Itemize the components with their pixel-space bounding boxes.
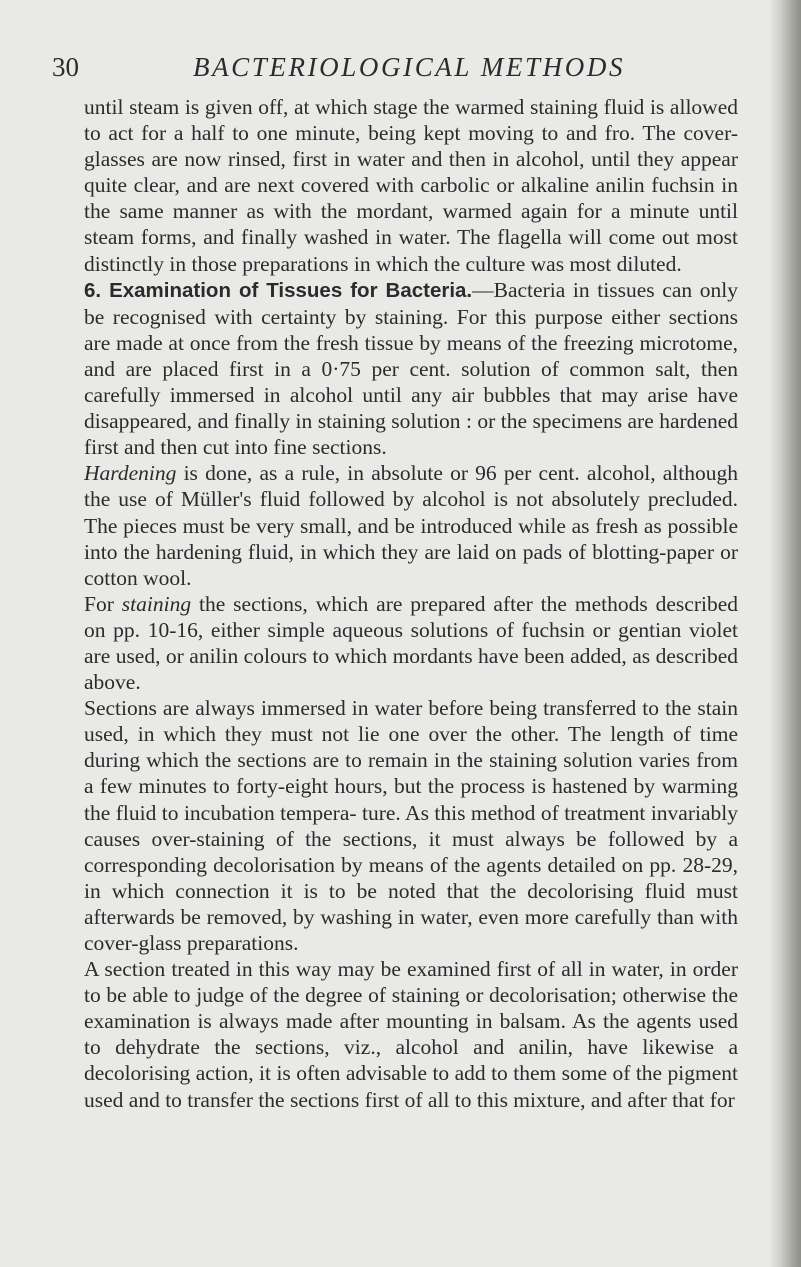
section-6-paragraph [84, 277, 738, 461]
paragraph-flagella: until steam is given off, at which stage the warmed staining fluid is allowed to act for a half to one minute, being kept moving to and fro. The cover-glasses are now rinsed, first in water and then in alcohol, until they appear quite clear, and are next covered with carbolic or alkaline anilin fuchsin in the same manner as with the mordant, warmed again for a minute until steam forms, and finally washed in water. The flagella will come out most distinctly in those preparations in which the culture was most diluted. [84, 95, 738, 276]
paragraph-sections-immersed: Sections are always immersed in water before being transferred to the stain used, in which they must not lie one over the other. The length of time during which the sections are to remain in the staining solution varies from a few minutes to forty-eight hours, but the process is hastened by warming the fluid to incubation tempera- ture. As this method of treatment invariably causes over-staining of the sections, it must always be followed by a corresponding decolorisation by means of the agents detailed on pp. 28-29, in which connection it is to be noted that the decolorising fluid must afterwards be removed, by washing in water, even more carefully than with cover-glass preparations. [84, 696, 738, 955]
body-text [84, 94, 738, 1113]
page-number: 30 [52, 52, 79, 82]
paragraph-staining [84, 591, 738, 695]
page-header [0, 52, 801, 88]
running-title: BACTERIOLOGICAL METHODS [193, 52, 626, 82]
section-6-text: —Bacteria in tissues can only be recognised with certainty by staining. For this purpose either sections are made at once from the fresh tissue by means of the freezing microtome, and are placed first in a 0·75 per cent. solution of common salt, then carefully immersed in alcohol until any air bubbles that may arise have disappeared, and finally in staining solution : or the specimens are hardened first and then cut into fine sections. [84, 277, 738, 460]
staining-term: staining [121, 591, 192, 616]
section-6-heading: 6. Examination of Tissues for Bacteria. [84, 278, 473, 302]
staining-text: the sections, which are prepared after the methods described on pp. 10-16, either simple aqueous solutions of fuchsin or gentian violet are used, or anilin colours to which mordants have been added, as described above. [84, 591, 738, 695]
staining-prefix: For [84, 591, 122, 616]
paragraph-section-treated: A section treated in this way may be examined first of all in water, in order to be able to judge of the degree of staining or decolorisation; otherwise the examination is always made after mounting in balsam. As the agents used to dehydrate the sections, viz., alcohol and anilin, have likewise a decolorising action, it is often advisable to add to them some of the pigment used and to transfer the sections first of all to this mixture, and after that for [84, 957, 738, 1112]
page-edge-shadow [769, 0, 801, 1267]
hardening-text: is done, as a rule, in absolute or 96 per cent. alcohol, although the use of Müller's fluid followed by alcohol is not absolutely precluded. The pieces must be very small, and be introduced while as fresh as possible into the hardening fluid, in which they are laid on pads of blotting-paper or cotton wool. [84, 461, 738, 590]
paragraph-hardening [84, 460, 738, 590]
hardening-term: Hardening [84, 461, 177, 486]
